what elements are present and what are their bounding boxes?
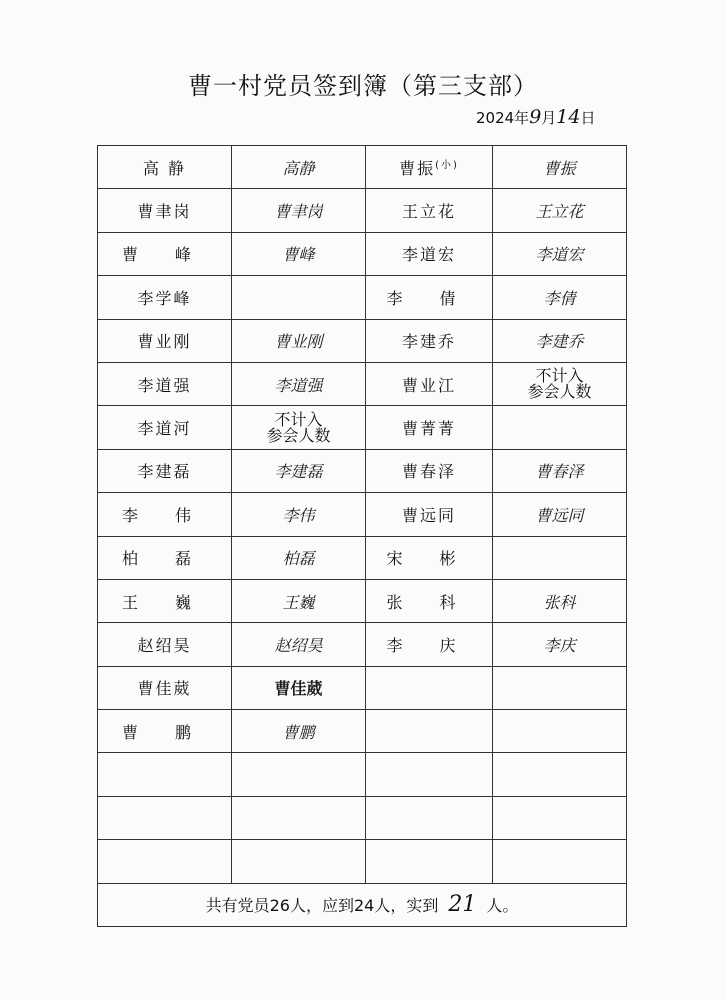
member-name: 王立花 xyxy=(366,189,493,232)
attendance-summary xyxy=(98,883,627,926)
empty-row xyxy=(98,753,627,796)
signature: 曹振 xyxy=(493,146,627,189)
signature: 李伟 xyxy=(232,493,366,536)
summary-actual-handwritten: 21 xyxy=(448,892,477,918)
member-name: 李道宏 xyxy=(366,232,493,275)
empty-cell xyxy=(366,666,493,709)
empty-cell xyxy=(232,753,366,796)
member-name: 曹菁菁 xyxy=(366,406,493,449)
signature: 曹春泽 xyxy=(493,449,627,492)
member-name: 曹 鹏 xyxy=(98,710,232,753)
empty-cell xyxy=(366,840,493,883)
signature: 王立花 xyxy=(493,189,627,232)
signature: 李庆 xyxy=(493,623,627,666)
table-row xyxy=(98,710,627,753)
note-line: 参会人数 xyxy=(527,382,592,402)
member-name: 曹业刚 xyxy=(98,319,232,362)
empty-cell xyxy=(493,666,627,709)
empty-cell xyxy=(493,710,627,753)
empty-cell xyxy=(232,796,366,839)
table-row xyxy=(98,146,627,189)
note-line: 参会人数 xyxy=(266,425,331,445)
member-name: 李 倩 xyxy=(366,276,493,319)
date-day-handwritten: 14 xyxy=(556,106,581,128)
table-row xyxy=(98,319,627,362)
member-name-note: (小) xyxy=(435,159,459,171)
member-name: 李道强 xyxy=(98,362,232,405)
sign-date xyxy=(476,106,596,128)
member-name: 曹佳葳 xyxy=(98,666,232,709)
date-month-handwritten: 9 xyxy=(529,106,542,128)
table-row xyxy=(98,579,627,622)
member-name: 柏 磊 xyxy=(98,536,232,579)
empty-row xyxy=(98,840,627,883)
empty-cell xyxy=(366,710,493,753)
not-counted-note xyxy=(232,406,366,449)
signature: 高静 xyxy=(232,146,366,189)
signature: 曹远同 xyxy=(493,493,627,536)
member-name: 李 伟 xyxy=(98,493,232,536)
empty-cell xyxy=(232,840,366,883)
signature: 王巍 xyxy=(232,579,366,622)
member-name: 李建磊 xyxy=(98,449,232,492)
signature: 李建磊 xyxy=(232,449,366,492)
signature xyxy=(232,276,366,319)
note-line: 不计入 xyxy=(274,409,323,429)
signature: 柏磊 xyxy=(232,536,366,579)
summary-text: 共有党员26人，应到24人，实到 xyxy=(205,896,439,916)
not-counted-note xyxy=(493,362,627,405)
member-name: 高 静 xyxy=(98,146,232,189)
member-name: 曹 峰 xyxy=(98,232,232,275)
signature xyxy=(493,406,627,449)
empty-cell xyxy=(98,840,232,883)
table-row xyxy=(98,232,627,275)
member-name: 王 巍 xyxy=(98,579,232,622)
signature: 赵绍昊 xyxy=(232,623,366,666)
signature: 李建乔 xyxy=(493,319,627,362)
table-row xyxy=(98,536,627,579)
empty-cell xyxy=(493,753,627,796)
table-row xyxy=(98,623,627,666)
member-name: 李学峰 xyxy=(98,276,232,319)
member-name: 曹远同 xyxy=(366,493,493,536)
empty-cell xyxy=(493,796,627,839)
signature: 曹业刚 xyxy=(232,319,366,362)
summary-suffix: 人。 xyxy=(486,896,519,916)
date-year: 2024年 xyxy=(476,109,530,127)
table-row xyxy=(98,666,627,709)
empty-cell xyxy=(366,796,493,839)
signature xyxy=(493,536,627,579)
date-month-label: 月 xyxy=(541,109,557,127)
member-name: 曹业江 xyxy=(366,362,493,405)
member-name: 李建乔 xyxy=(366,319,493,362)
member-name: 李道河 xyxy=(98,406,232,449)
note-line: 不计入 xyxy=(535,366,584,386)
empty-cell xyxy=(493,840,627,883)
member-name: 李 庆 xyxy=(366,623,493,666)
empty-row xyxy=(98,796,627,839)
page-title: 曹一村党员签到簿（第三支部） xyxy=(188,72,538,100)
table-row xyxy=(98,493,627,536)
member-name: 宋 彬 xyxy=(366,536,493,579)
date-day-label: 日 xyxy=(580,109,596,127)
table-row xyxy=(98,276,627,319)
signature: 曹佳葳 xyxy=(232,666,366,709)
sign-in-table xyxy=(97,145,627,927)
member-name: 张 科 xyxy=(366,579,493,622)
table-row xyxy=(98,406,627,449)
table-row xyxy=(98,189,627,232)
member-name: 赵绍昊 xyxy=(98,623,232,666)
member-name-text: 曹振 xyxy=(399,158,436,178)
empty-cell xyxy=(366,753,493,796)
signature: 李道宏 xyxy=(493,232,627,275)
empty-cell xyxy=(98,796,232,839)
signature: 曹聿岗 xyxy=(232,189,366,232)
signature: 李倩 xyxy=(493,276,627,319)
signature: 李道强 xyxy=(232,362,366,405)
member-name: 曹聿岗 xyxy=(98,189,232,232)
table-row xyxy=(98,449,627,492)
member-name xyxy=(366,146,493,189)
signature: 曹峰 xyxy=(232,232,366,275)
summary-row xyxy=(98,883,627,926)
empty-cell xyxy=(98,753,232,796)
signature: 曹鹏 xyxy=(232,710,366,753)
table-row xyxy=(98,362,627,405)
member-name: 曹春泽 xyxy=(366,449,493,492)
signature: 张科 xyxy=(493,579,627,622)
